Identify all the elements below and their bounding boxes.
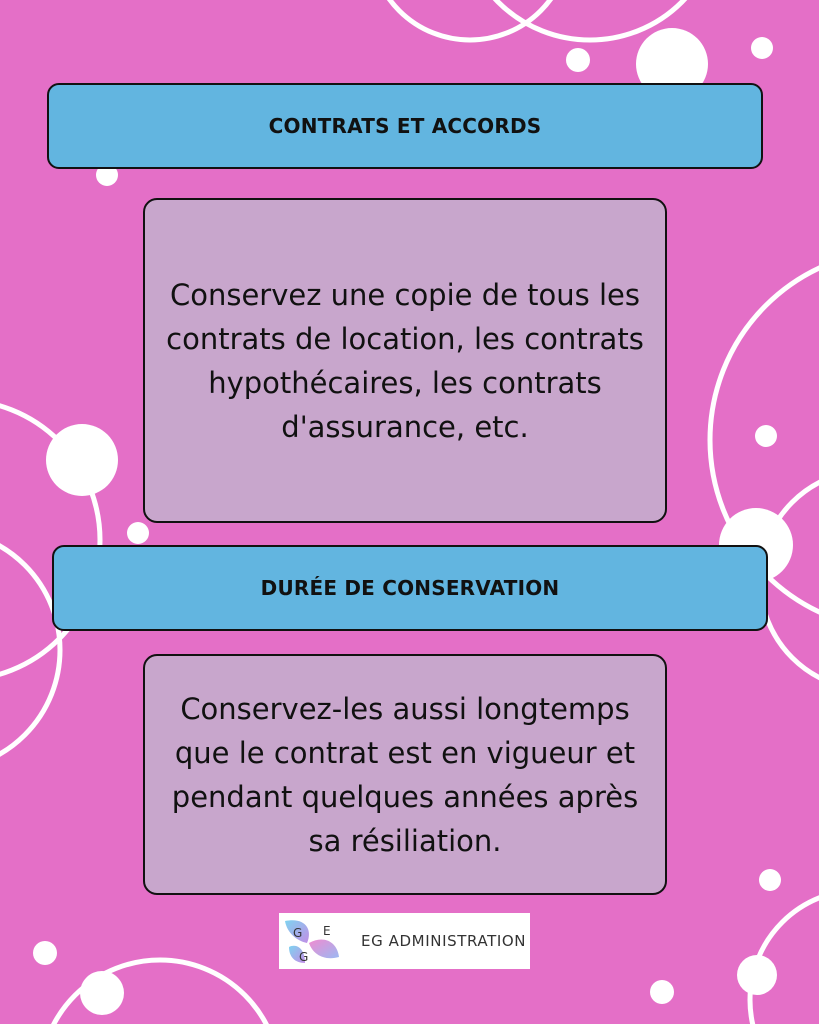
card-text-contrats: Conservez une copie de tous les contrats de location, les contrats hypothécaires, les contrats d'assurance, etc. bbox=[166, 277, 644, 444]
section-title-duree: DURÉE DE CONSERVATION bbox=[260, 576, 560, 600]
logo-mark-icon bbox=[279, 913, 355, 969]
card-text-duree: Conservez-les aussi longtemps que le contrat est en vigueur et pendant quelques années après sa résiliation. bbox=[171, 691, 639, 858]
text-card-contrats bbox=[143, 198, 667, 523]
logo-letter-g-bottom: G bbox=[299, 950, 309, 964]
section-title-contrats: CONTRATS ET ACCORDS bbox=[268, 114, 542, 138]
section-title-banner-duree bbox=[52, 545, 768, 631]
logo-letter-g-top: G bbox=[293, 926, 303, 940]
logo-letter-e: E bbox=[323, 924, 331, 938]
logo-text: EG ADMINISTRATION bbox=[361, 932, 527, 950]
section-title-banner-contrats bbox=[47, 83, 763, 169]
brand-logo bbox=[279, 913, 530, 969]
text-card-duree bbox=[143, 654, 667, 895]
